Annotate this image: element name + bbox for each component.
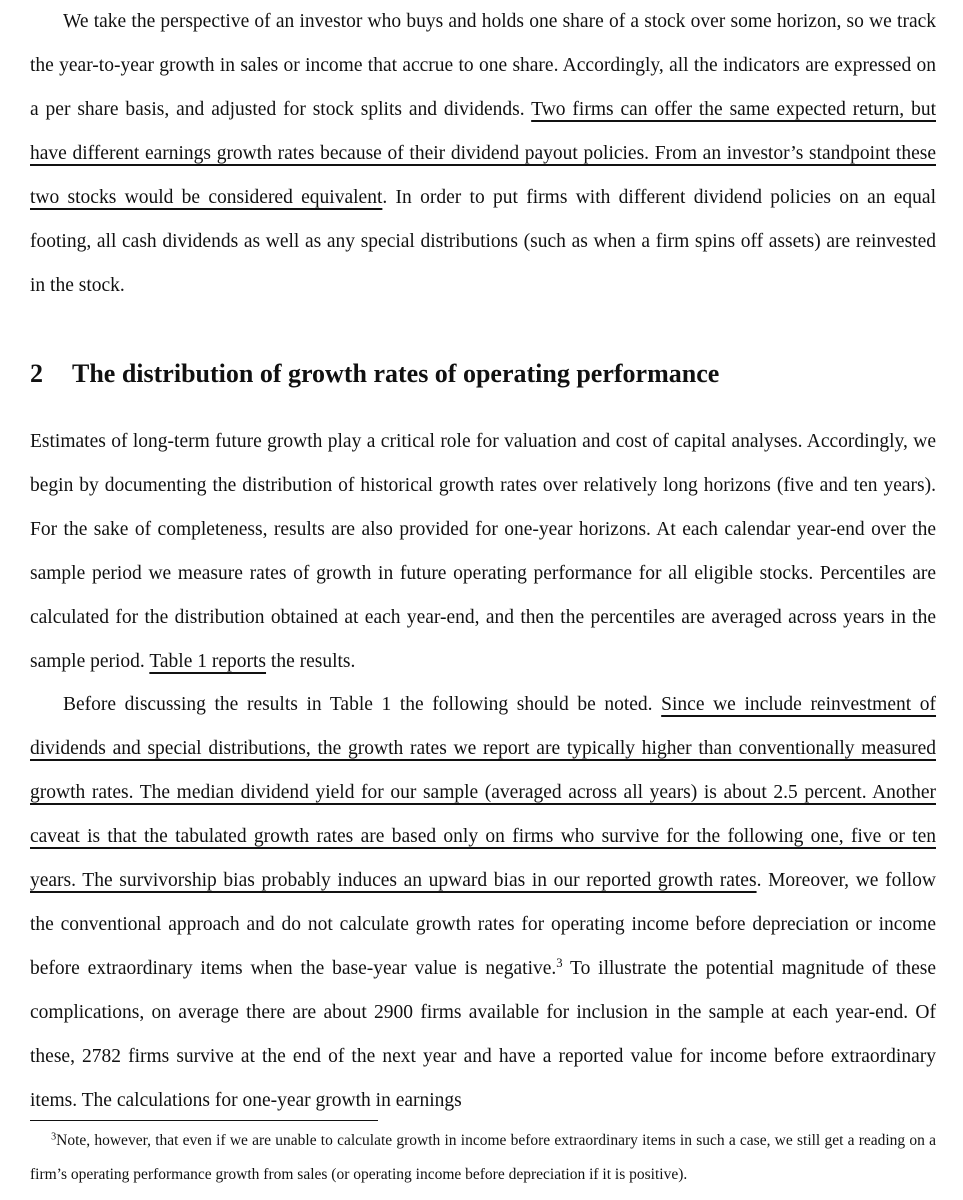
table-reference-link: Table 1 reports <box>149 651 267 672</box>
underlined-text: Two firms can offer the same expected return, but have different earnings growth rates because of their dividend payout policies. From an investor’s standpoint these two stocks would be considered equivalent <box>30 99 936 208</box>
section-heading <box>30 352 719 396</box>
footnote <box>30 1124 936 1192</box>
paragraph-estimates <box>30 420 936 684</box>
underlined-text: Since we include reinvestment of dividends and special distributions, the growth rates we report are typically higher than conventionally measured growth rates. The median dividend yield for our sample (averaged across all years) is about 2.5 percent. Another caveat is that the tabulated growth rates are based only on firms who survive for the following one, five or ten years. The survivorship bias probably induces an upward bias in our reported growth rates <box>30 694 937 891</box>
paragraph-text: Before discussing the results in Table 1 the following should be noted. <box>63 694 653 715</box>
paragraph-text: . In order to put firms with different dividend policies on an equal footing, all cash dividends as well as any special distributions (such as when a firm spins off assets) are reinvested in the stock. <box>30 187 937 296</box>
paragraph-text: . Moreover, we follow the conventional approach and do not calculate growth rates for operating income before depreciation or income before extraordinary items when the base-year value is negative. <box>30 870 936 979</box>
paragraph-text: the results. <box>266 651 356 672</box>
section-title: The distribution of growth rates of operating performance <box>72 359 720 388</box>
footnote-number: 3 <box>51 1131 57 1143</box>
section-number: 2 <box>30 359 43 388</box>
footnote-marker: 3 <box>556 956 563 971</box>
footnote-divider <box>30 1120 378 1121</box>
paragraph-text: To illustrate the potential magnitude of these complications, on average there are about 2900 firms available for inclusion in the sample at each year-end. Of these, 2782 firms survive at the end of the next year and have a reported value for income before extraordinary items. The calculations for one-year growth in earnings <box>30 958 936 1111</box>
paragraph-investor-perspective <box>30 0 936 308</box>
paragraph-text: Estimates of long-term future growth play a critical role for valuation and cost of capital analyses. Accordingly, we begin by documenting the distribution of historical growth rates over relatively long horizons (five and ten years). For the sake of completeness, results are also provided for one-year horizons. At each calendar year-end over the sample period we measure rates of growth in future operating performance for all eligible stocks. Percentiles are calculated for the distribution obtained at each year-end, and then the percentiles are averaged across years in the sample period. <box>30 431 936 672</box>
paragraph-caveats <box>30 683 936 1123</box>
paragraph-text: We take the perspective of an investor who buys and holds one share of a stock over some horizon, so we track the year-to-year growth in sales or income that accrue to one share. Accordingly, all the indicators are expressed on a per share basis, and adjusted for stock splits and dividends. <box>30 11 936 120</box>
footnote-text: Note, however, that even if we are unable to calculate growth in income before extraordinary items in such a case, we still get a reading on a firm’s operating performance growth from sales (or operating income before depreciation if it is positive). <box>30 1132 937 1183</box>
